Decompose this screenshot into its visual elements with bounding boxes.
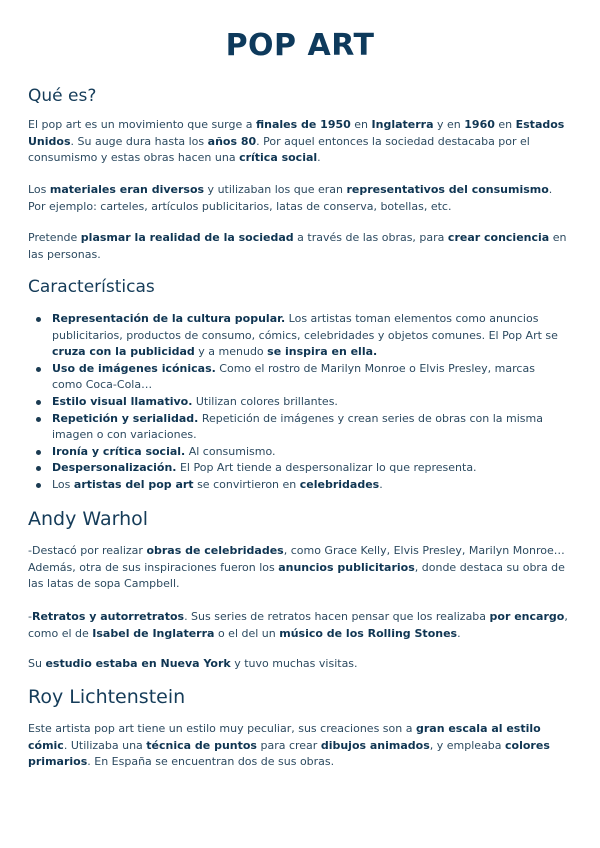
- bold-text: estudio estaba en Nueva York: [45, 657, 231, 670]
- bold-text: gran escala al estilo cómic: [28, 722, 541, 752]
- bold-text: materiales eran diversos: [49, 183, 205, 196]
- paragraph-purpose: Pretende plasmar la realidad de la sociedad a través de las obras, para crear conciencia en las personas.: [28, 231, 567, 261]
- bold-text: crítica social: [239, 151, 318, 165]
- characteristic-item: Ironía y crítica social. Al consumismo.: [28, 444, 568, 461]
- characteristic-item: Uso de imágenes icónicas. Como el rostro de Marilyn Monroe o Elvis Presley, marcas como Coca-Cola…: [28, 361, 568, 394]
- bold-text: Uso de imágenes icónicas.: [52, 361, 216, 375]
- characteristic-item: Repetición y serialidad. Repetición de imágenes y crean series de obras con la misma imagen o con variaciones.: [28, 411, 568, 444]
- bold-text: dibujos animados: [320, 738, 430, 752]
- bold-text: Ironía y crítica social.: [52, 444, 186, 458]
- bold-text: Repetición y serialidad.: [52, 411, 199, 425]
- bold-text: músico de los Rolling Stones: [279, 626, 458, 640]
- paragraph-definition: El pop art es un movimiento que surge a finales de 1950 en Inglaterra y en 1960 en Estados Unidos. Su auge dura hasta los años 80. Por aquel entonces la sociedad destacaba por el consumismo y estas obras hacen una crítica social.: [28, 118, 565, 165]
- bold-text: Despersonalización.: [52, 461, 177, 475]
- bold-text: celebridades: [299, 477, 380, 491]
- bold-text: se inspira en ella.: [267, 345, 378, 359]
- bullet-icon: [36, 450, 41, 455]
- bold-text: 1960: [464, 118, 495, 131]
- bold-text: obras de celebridades: [146, 544, 284, 557]
- paragraph-materials: Los materiales eran diversos y utilizaban los que eran representativos del consumismo. Por ejemplo: carteles, artículos publicitarios, latas de conserva, botellas, etc.: [28, 183, 553, 213]
- bold-text: años 80: [207, 134, 257, 148]
- section-heading-caracteristicas: Características: [28, 277, 155, 297]
- paragraph-warhol-celebrities: -Destacó por realizar obras de celebridades, como Grace Kelly, Elvis Presley, Marilyn Monroe… Además, otra de sus inspiraciones fueron los anuncios publicitarios, donde destaca su obra de las latas de sopa Campbell.: [28, 544, 565, 591]
- bold-text: por encargo: [489, 610, 565, 623]
- paragraph-lichtenstein: Este artista pop art tiene un estilo muy peculiar, sus creaciones son a gran escala al estilo cómic. Utilizaba una técnica de puntos para crear dibujos animados, y empleaba colores primarios. En España se encuentran dos de sus obras.: [28, 722, 550, 769]
- characteristic-item: Representación de la cultura popular. Los artistas toman elementos como anuncios publicitarios, productos de consumo, cómics, celebridades y objetos comunes. El Pop Art se cruza con la publicidad y a menudo se inspira en ella.: [28, 311, 568, 361]
- bullet-icon: [36, 367, 41, 372]
- bold-text: artistas del pop art: [73, 477, 194, 491]
- paragraph-warhol-studio: Su estudio estaba en Nueva York y tuvo muchas visitas.: [28, 657, 358, 670]
- bold-text: cruza con la publicidad: [52, 345, 195, 359]
- characteristic-item: Estilo visual llamativo. Utilizan colores brillantes.: [28, 394, 568, 411]
- bullet-icon: [36, 317, 41, 322]
- characteristic-item: Los artistas del pop art se convirtieron en celebridades.: [28, 477, 568, 494]
- bold-text: crear conciencia: [447, 231, 550, 244]
- bold-text: técnica de puntos: [146, 738, 257, 752]
- bold-text: anuncios publicitarios: [278, 560, 415, 574]
- page-title: POP ART: [225, 28, 375, 63]
- characteristics-list: [28, 311, 568, 494]
- paragraph-warhol-portraits: -Retratos y autorretratos. Sus series de retratos hacen pensar que los realizaba por encargo, como el de Isabel de Inglaterra o el del un músico de los Rolling Stones.: [28, 610, 568, 640]
- bold-text: representativos del consumismo: [346, 183, 549, 196]
- section-heading-que-es: Qué es?: [28, 86, 97, 106]
- bold-text: Estilo visual llamativo.: [52, 394, 193, 408]
- bold-text: Estados Unidos: [28, 118, 565, 148]
- bullet-icon: [36, 417, 41, 422]
- bold-text: finales de 1950: [256, 118, 351, 131]
- bullet-icon: [36, 483, 41, 488]
- section-heading-lichtenstein: Roy Lichtenstein: [28, 686, 186, 708]
- bold-text: Representación de la cultura popular.: [52, 312, 286, 325]
- bullet-icon: [36, 400, 41, 405]
- bold-text: colores primarios: [28, 738, 550, 769]
- bold-text: plasmar la realidad de la sociedad: [80, 231, 294, 244]
- bullet-icon: [36, 466, 41, 471]
- section-heading-warhol: Andy Warhol: [28, 508, 149, 530]
- bold-text: Inglaterra: [371, 118, 434, 131]
- bold-text: Isabel de Inglaterra: [92, 626, 215, 640]
- bold-text: Retratos y autorretratos: [31, 610, 185, 623]
- characteristic-item: Despersonalización. El Pop Art tiende a despersonalizar lo que representa.: [28, 460, 568, 477]
